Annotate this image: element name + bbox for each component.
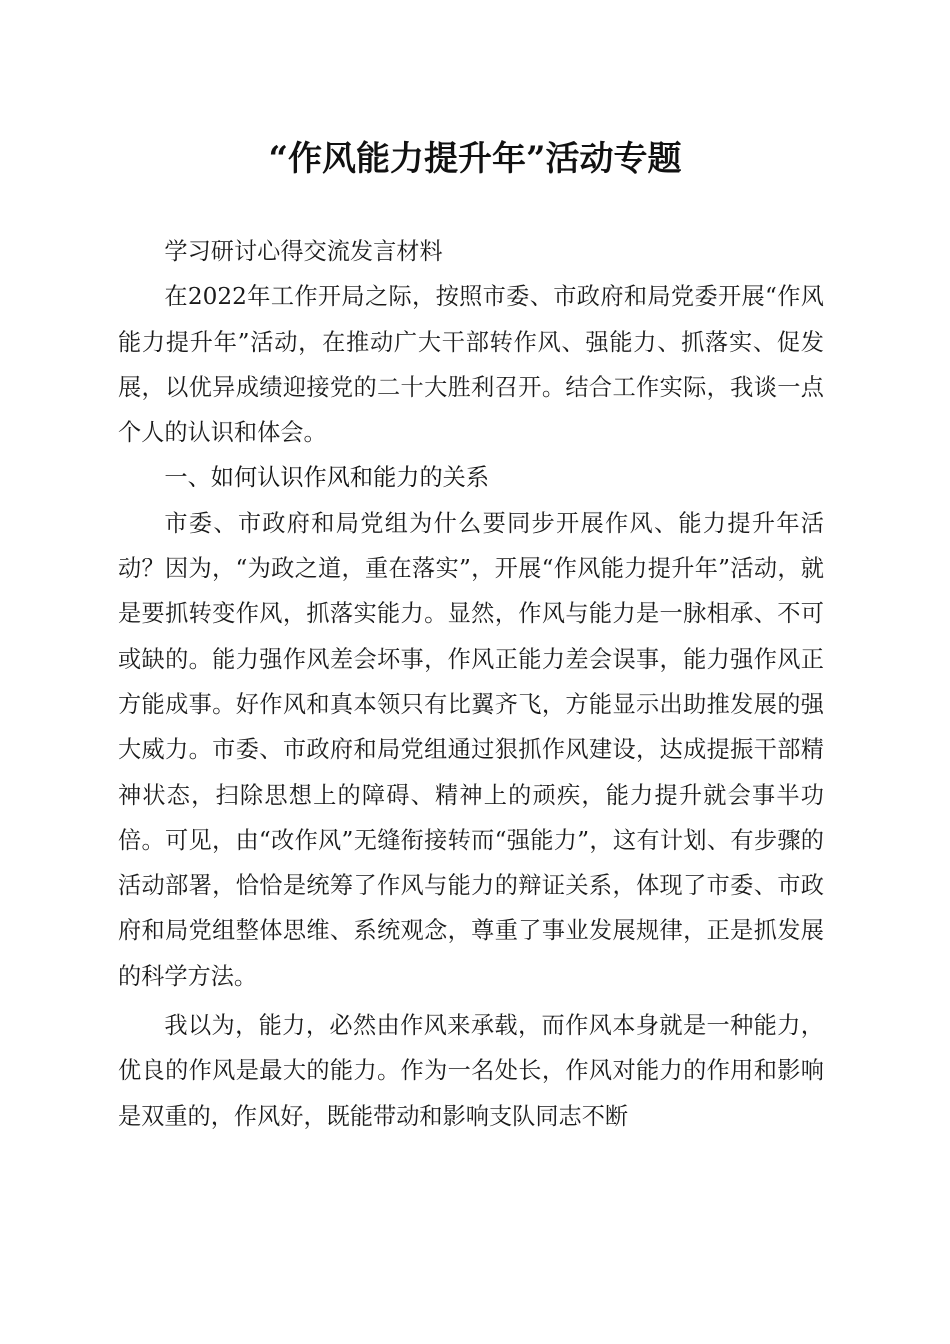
body-paragraph-2: 我以为，能力，必然由作风来承载，而作风本身就是一种能力，优良的作风是最大的能力。作为一名处长，作风对能力的作用和影响是双重的，作风好，既能带动和影响支队同志不断 <box>118 1012 824 1130</box>
intro-paragraph: 在2022年工作开局之际，按照市委、市政府和局党委开展“作风能力提升年”活动，在推动广大干部转作风、强能力、抓落实、促发展，以优异成绩迎接党的二十大胜利召开。结合工作实际，我谈一点个人的认识和体会。 <box>118 283 824 447</box>
document-body <box>118 229 824 1139</box>
body-paragraph-1: 市委、市政府和局党组为什么要同步开展作风、能力提升年活动？因为，“为政之道，重在落实”，开展“作风能力提升年”活动，就是要抓转变作风，抓落实能力。显然，作风与能力是一脉相承、不可或缺的。能力强作风差会坏事，作风正能力差会误事，能力强作风正方能成事。好作风和真本领只有比翼齐飞，方能显示出助推发展的强大威力。市委、市政府和局党组通过狠抓作风建设，达成提振干部精神状态，扫除思想上的障碍、精神上的顽疾，能力提升就会事半功倍。可见，由“改作风”无缝衔接转而“强能力”，这有计划、有步骤的活动部署，恰恰是统筹了作风与能力的辩证关系，体现了市委、市政府和局党组整体思维、系统观念，尊重了事业发展规律，正是抓发展的科学方法。 <box>118 509 824 990</box>
subtitle-line: 学习研讨心得交流发言材料 <box>164 238 443 265</box>
document-title: “作风能力提升年”活动专题 <box>268 139 682 179</box>
section-heading: 一、如何认识作风和能力的关系 <box>164 464 490 492</box>
